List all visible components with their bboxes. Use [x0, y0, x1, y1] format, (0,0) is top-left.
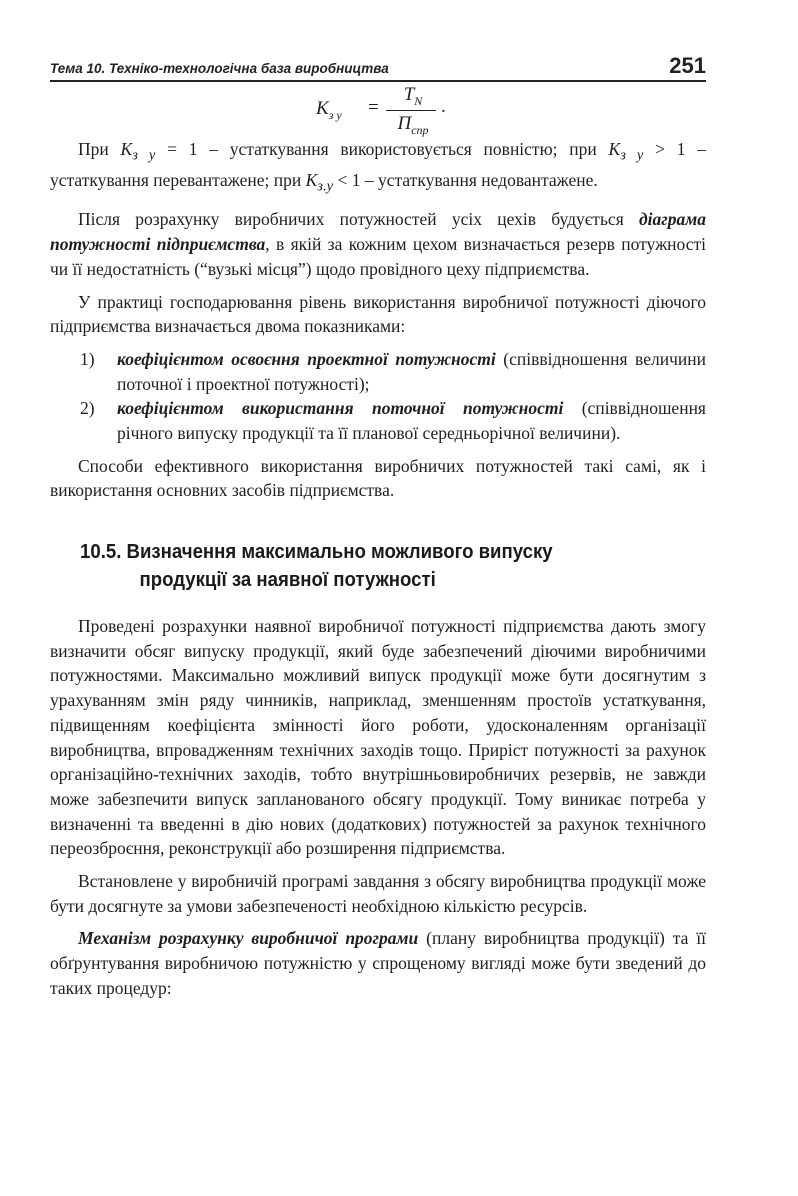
- chapter-title: Тема 10. Техніко-технологічна база виробництва: [50, 61, 389, 76]
- page-number: 251: [669, 53, 706, 78]
- list-item: 1) коефіцієнтом освоєння проектної потужності (співвідношення величини поточної і проектної потужності);: [80, 348, 706, 394]
- paragraph-efficient-use: Способи ефективного використання виробничих потужностей такі самі, як і використання основних засобів підприємства.: [50, 455, 706, 501]
- body-text-upper: [50, 137, 706, 511]
- term-mechanism: Механізм розрахунку виробничої програми: [78, 928, 419, 949]
- running-header: [50, 54, 706, 82]
- term-capacity-diagram: діаграма потужності підприємства: [50, 209, 706, 255]
- paragraph-capacity-diagram: Після розрахунку виробничих потужностей усіх цехів будується діаграма потужності підприємства, в якій за кожним цехом визначається резерв потужності чи її недостатність (“вузькі місця”) щодо провідного цеху підприємства.: [50, 209, 706, 279]
- paragraph-two-indicators: У практиці господарювання рівень використання виробничої потужності діючого підприємства визначається двома показниками:: [50, 291, 706, 337]
- utilization-coefficient-formula: [308, 86, 508, 138]
- formula-numerator: $T_N$: [403, 84, 423, 108]
- fraction-bar: [386, 110, 436, 111]
- paragraph-mechanism: Механізм розрахунку виробничої програми (плану виробництва продукції) та її обґрунтування виробничою потужністю у спрощеному вигляді може бути зведений до таких процедур:: [50, 928, 707, 998]
- formula-denominator: $П_{спр}$: [397, 113, 429, 137]
- paragraph-calculations: Проведені розрахунки наявної виробничої потужності підприємства дають змогу визначити обсяг випуску продукції, який буде забезпечений діючими виробничими потужностями. Максимально можливий випуск продукції може бути досягнутим з урахуванням змін ряду чинників, наприклад, зменшенням простоїв устаткування, підвищенням коефіцієнта змінності його роботи, удосконаленням організації виробництва, впровадженням технічних заходів тощо. Приріст потужності за рахунок організаційно-технічних заходів, тобто внутрішньовиробничих резервів, не завжди може забезпечити випуск запланованого обсягу продукції. Тому виникає потреба у визначенні та введенні в дію нових (додаткових) потужностей за рахунок технічного переозброєння, реконструкції або розширення підприємства.: [50, 616, 706, 859]
- list-item: 2) коефіцієнтом використання поточної потужності (співвідношення річного випуску продукції та її планової середньорічної величини).: [80, 398, 706, 444]
- paragraph-program-task: Встановлене у виробничій програмі завдання з обсягу виробництва продукції може бути досягнуте за умови забезпеченості необхідною кількістю ресурсів.: [50, 871, 706, 916]
- body-text-lower: [50, 614, 706, 1009]
- formula-period: .: [441, 96, 446, 117]
- paragraph-coefficient-cases: При $K_{з у} = 1$ – устаткування використовується повністю; при $K_{з у} > 1$ – устаткування перевантажене; при $K_{з.у} < 1$ – устаткування недовантажене.: [50, 139, 706, 195]
- section-heading: [80, 538, 657, 594]
- formula-lhs: $K_{з у}$: [316, 98, 342, 122]
- section-heading-line2: продукції за наявної потужності: [139, 569, 436, 591]
- formula-equals: =: [368, 97, 379, 118]
- section-heading-line1: 10.5. Визначення максимально можливого випуску: [80, 541, 553, 563]
- indicators-list: [50, 347, 706, 446]
